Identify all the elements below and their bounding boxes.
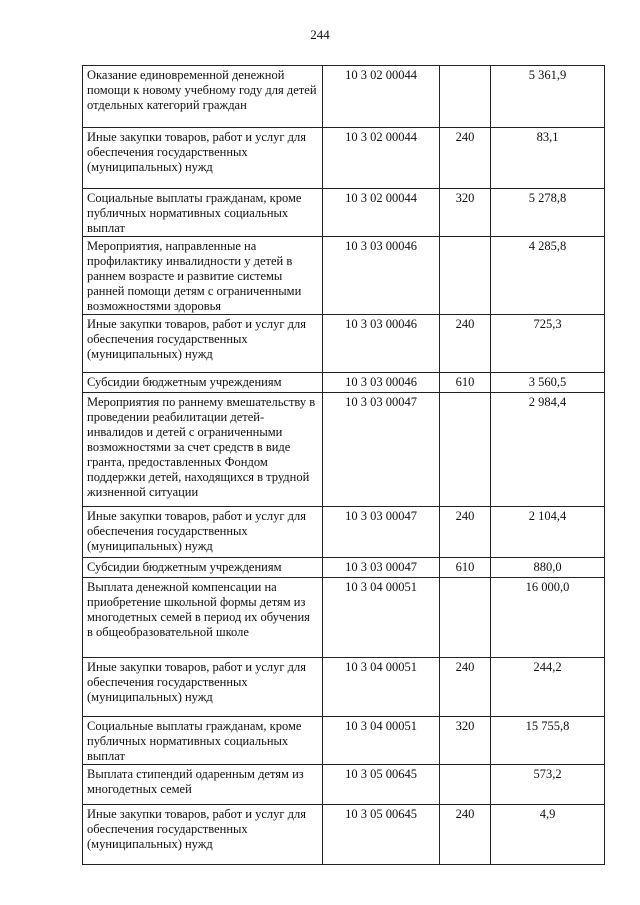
- row-code: 10 3 04 00051: [323, 658, 440, 717]
- row-name: Иные закупки товаров, работ и услуг для обеспечения государственных (муниципальных) нужд: [83, 507, 323, 558]
- row-sum: 244,2: [491, 658, 605, 717]
- row-sum: 725,3: [491, 315, 605, 373]
- table-row: [83, 578, 605, 658]
- row-code: 10 3 02 00044: [323, 128, 440, 189]
- row-code: 10 3 04 00051: [323, 717, 440, 765]
- table-row: [83, 315, 605, 373]
- row-sum: 880,0: [491, 558, 605, 578]
- row-name: Оказание единовременной денежной помощи к новому учебному году для детей отдельных категорий граждан: [83, 66, 323, 128]
- page-number: 244: [310, 27, 330, 42]
- row-type: 240: [440, 658, 491, 717]
- row-type: 240: [440, 315, 491, 373]
- row-code: 10 3 03 00046: [323, 373, 440, 393]
- table-row: [83, 558, 605, 578]
- row-name: Иные закупки товаров, работ и услуг для обеспечения государственных (муниципальных) нужд: [83, 658, 323, 717]
- row-code: 10 3 03 00047: [323, 507, 440, 558]
- row-name: Выплата денежной компенсации на приобретение школьной формы детям из многодетных семей в период их обучения в общеобразовательной школе: [83, 578, 323, 658]
- row-code: 10 3 03 00046: [323, 315, 440, 373]
- row-type: 240: [440, 128, 491, 189]
- table-row: [83, 66, 605, 128]
- table-row: [83, 507, 605, 558]
- row-name: Социальные выплаты гражданам, кроме публичных нормативных социальных выплат: [83, 189, 323, 237]
- row-sum: 4 285,8: [491, 237, 605, 315]
- row-type: [440, 237, 491, 315]
- row-type: [440, 765, 491, 805]
- row-code: 10 3 04 00051: [323, 578, 440, 658]
- row-sum: 3 560,5: [491, 373, 605, 393]
- row-code: 10 3 05 00645: [323, 765, 440, 805]
- row-sum: 2 984,4: [491, 393, 605, 507]
- row-name: Субсидии бюджетным учреждениям: [83, 373, 323, 393]
- row-name: Социальные выплаты гражданам, кроме публичных нормативных социальных выплат: [83, 717, 323, 765]
- row-name: Выплата стипендий одаренным детям из многодетных семей: [83, 765, 323, 805]
- row-type: 240: [440, 805, 491, 865]
- row-code: 10 3 02 00044: [323, 189, 440, 237]
- table-row: [83, 237, 605, 315]
- table-row: [83, 658, 605, 717]
- budget-table: [82, 65, 605, 865]
- table-row: [83, 805, 605, 865]
- row-name: Мероприятия, направленные на профилактику инвалидности у детей в раннем возрасте и развитие системы ранней помощи детям с ограниченными возможностями здоровья: [83, 237, 323, 315]
- table-row: [83, 717, 605, 765]
- row-code: 10 3 05 00645: [323, 805, 440, 865]
- row-sum: 2 104,4: [491, 507, 605, 558]
- row-name: Иные закупки товаров, работ и услуг для обеспечения государственных (муниципальных) нужд: [83, 128, 323, 189]
- row-code: 10 3 03 00046: [323, 237, 440, 315]
- row-sum: 83,1: [491, 128, 605, 189]
- row-name: Иные закупки товаров, работ и услуг для обеспечения государственных (муниципальных) нужд: [83, 315, 323, 373]
- row-type: 240: [440, 507, 491, 558]
- row-sum: 4,9: [491, 805, 605, 865]
- row-type: [440, 66, 491, 128]
- table-row: [83, 128, 605, 189]
- table-row: [83, 373, 605, 393]
- row-name: Мероприятия по раннему вмешательству в проведении реабилитации детей-инвалидов и детей с ограниченными возможностями за счет средств в виде гранта, предоставленных Фондом поддержки детей, находящихся в трудной жизненной ситуации: [83, 393, 323, 507]
- table-row: [83, 393, 605, 507]
- table-row: [83, 189, 605, 237]
- row-code: 10 3 02 00044: [323, 66, 440, 128]
- row-type: 610: [440, 558, 491, 578]
- row-code: 10 3 03 00047: [323, 393, 440, 507]
- row-name: Субсидии бюджетным учреждениям: [83, 558, 323, 578]
- row-sum: 16 000,0: [491, 578, 605, 658]
- row-code: 10 3 03 00047: [323, 558, 440, 578]
- row-sum: 573,2: [491, 765, 605, 805]
- row-type: [440, 393, 491, 507]
- row-type: 320: [440, 189, 491, 237]
- row-sum: 5 278,8: [491, 189, 605, 237]
- row-type: 610: [440, 373, 491, 393]
- row-sum: 5 361,9: [491, 66, 605, 128]
- row-sum: 15 755,8: [491, 717, 605, 765]
- row-type: [440, 578, 491, 658]
- row-name: Иные закупки товаров, работ и услуг для обеспечения государственных (муниципальных) нужд: [83, 805, 323, 865]
- row-type: 320: [440, 717, 491, 765]
- table-row: [83, 765, 605, 805]
